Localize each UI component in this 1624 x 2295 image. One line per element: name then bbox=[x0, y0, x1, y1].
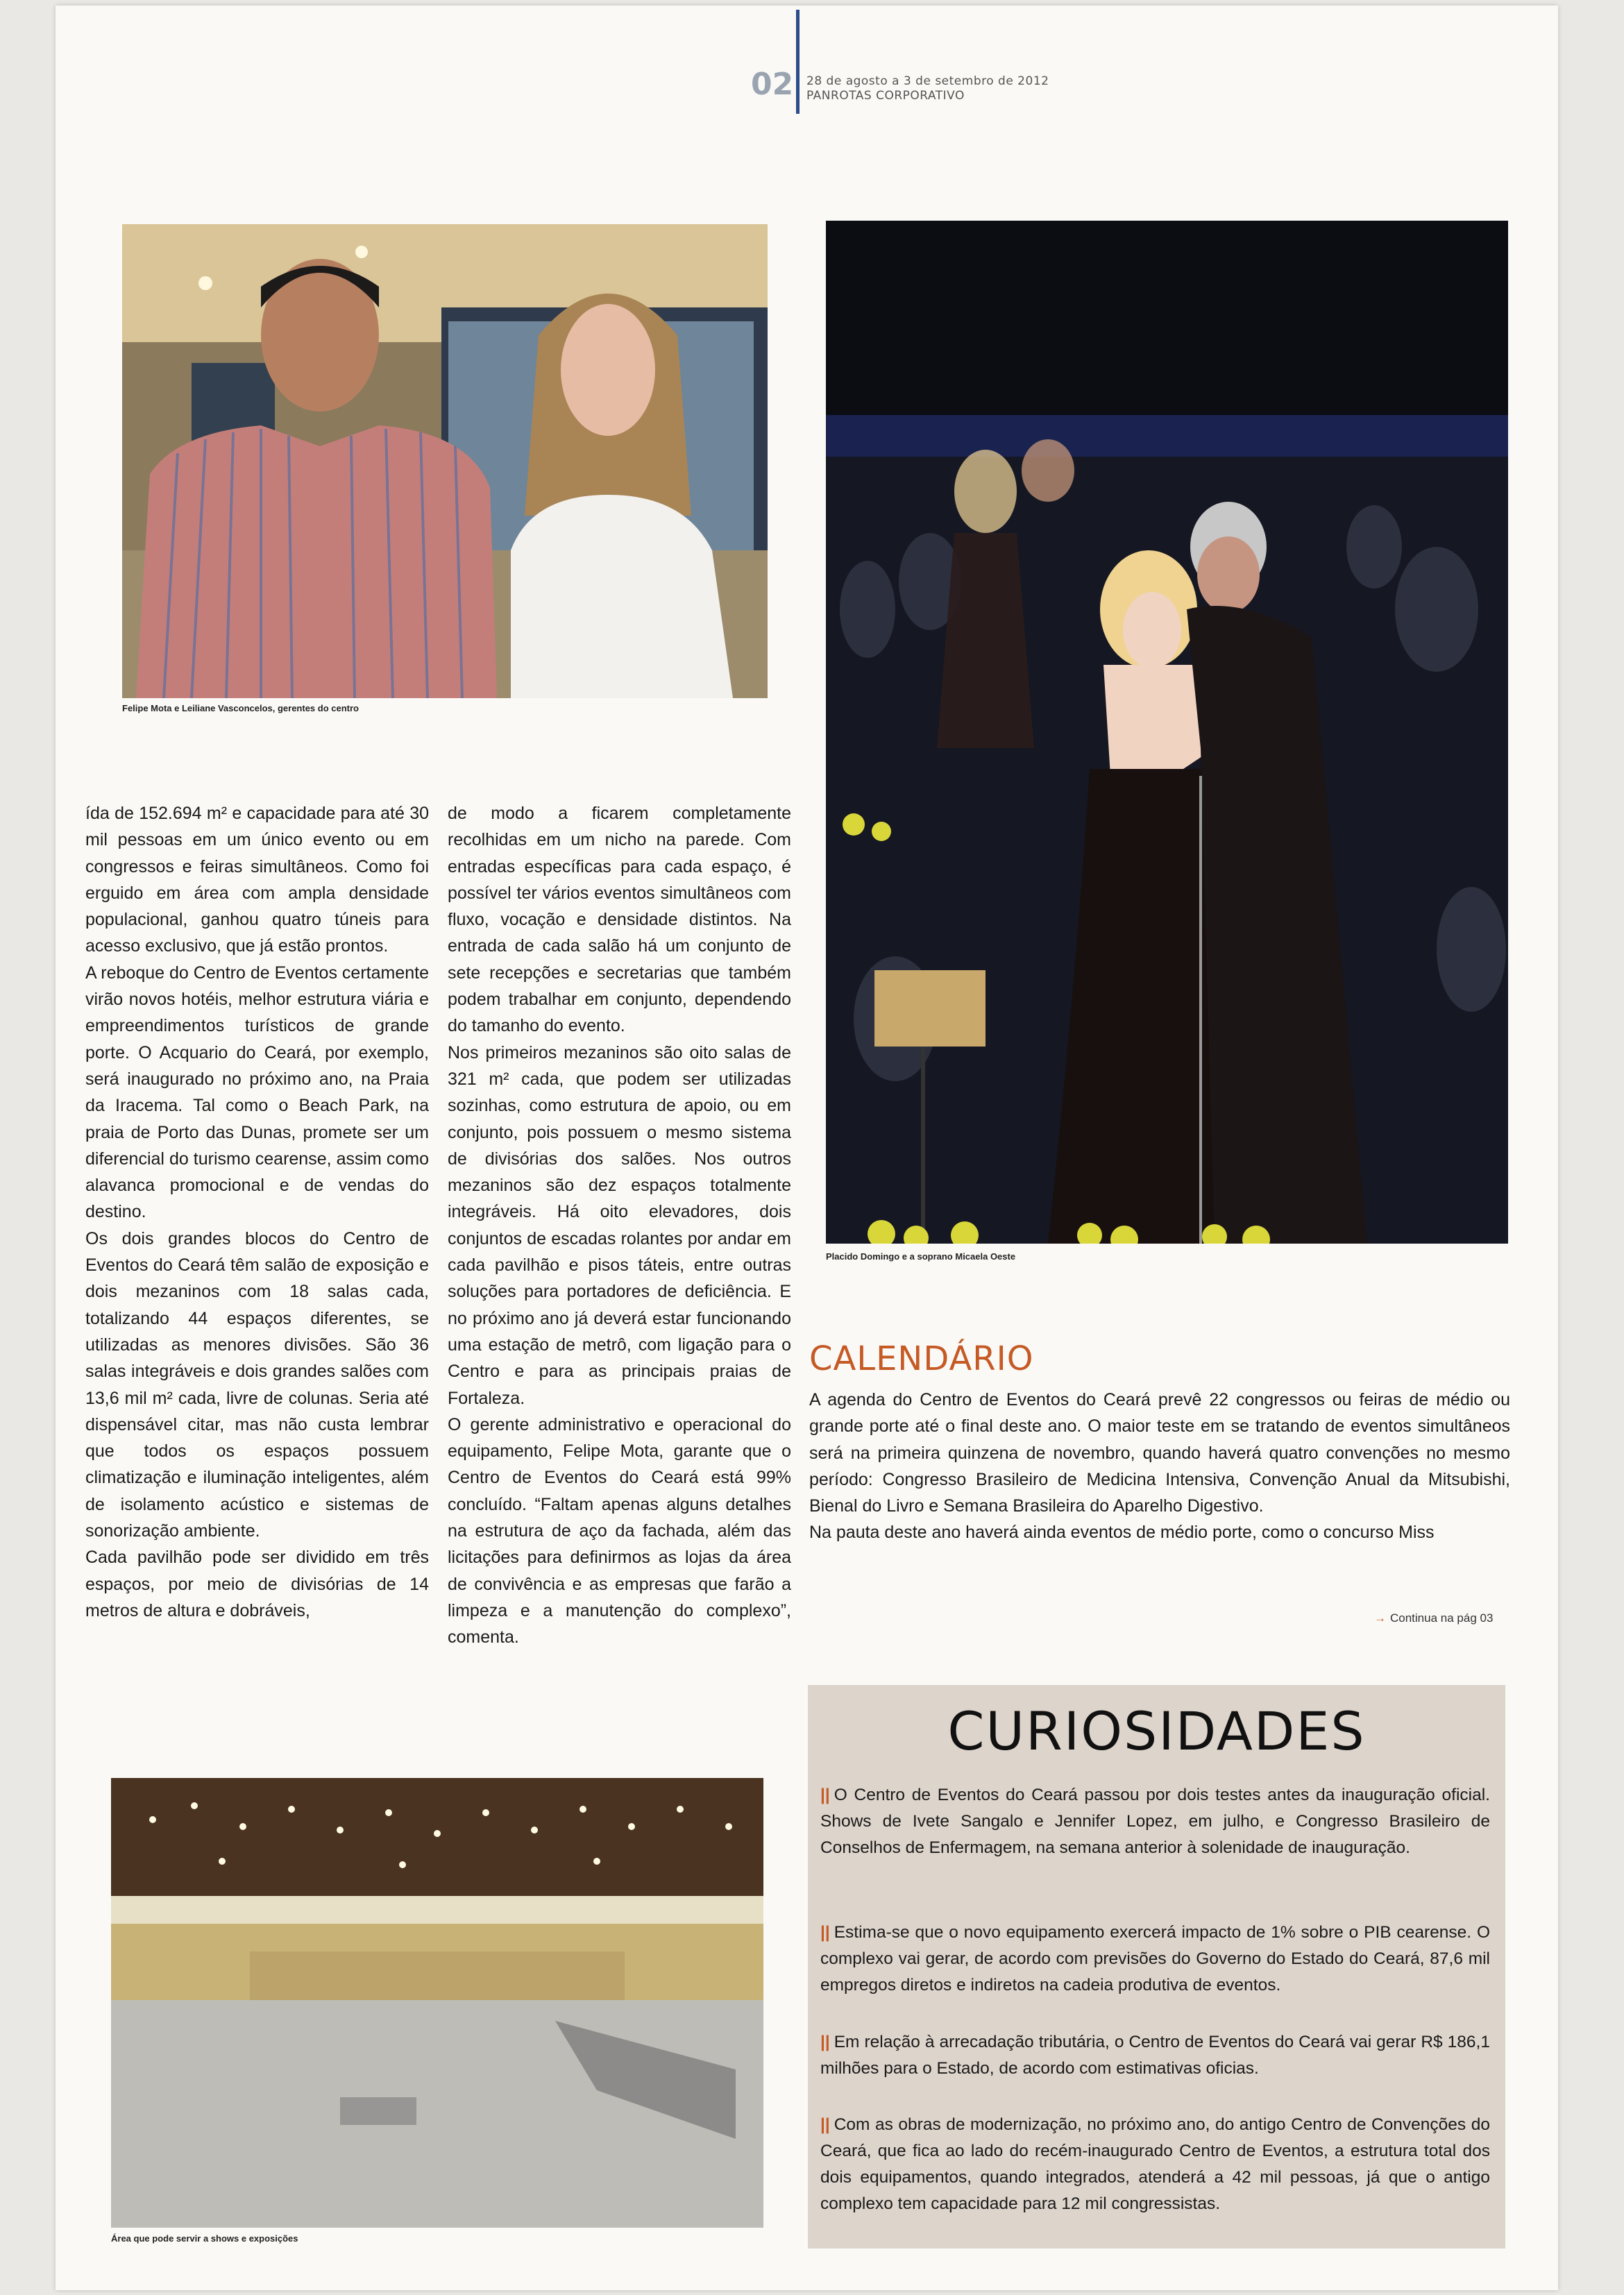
article-paragraph: A reboque do Centro de Eventos certamente virão novos hotéis, melhor estrutura viária e empreendimentos turísticos de grande porte. O Acquario do Ceará, por exemplo, será inaugurado no próximo ano, na Praia da Iracema. Tal como o Beach Park, na praia de Porto das Dunas, promete ser um diferencial do turismo cearense, assim como alavanca promocional e de vendas do destino. bbox=[85, 963, 429, 1222]
concert-photo bbox=[826, 221, 1508, 1244]
calendar-text bbox=[809, 1387, 1510, 1546]
article-paragraph: Os dois grandes blocos do Centro de Eventos do Ceará têm salão de exposição e dois mezaninos com 18 salas cada, totalizando 44 espaços diferentes, se utilizadas as menores divisões. São 36 salas integráveis e dois grandes salões com 13,6 mil m² cada, livre de colunas. Seria até dispensável citar, mas não custa lembrar que todos os espaços possuem climatização e iluminação inteligentes, além de isolamento acústico e sistemas de sonorização ambiente. bbox=[85, 1228, 429, 1541]
article-paragraph: ída de 152.694 m² e capacidade para até 30 mil pessoas em um único evento ou em congressos e feiras simultâneos. Como foi erguido em área com ampla densidade populacional, ganhou quatro túneis para acesso exclusivo, que já estão prontos. bbox=[85, 804, 429, 956]
curiosity-item bbox=[820, 1782, 1490, 1861]
calendar-paragraph: A agenda do Centro de Eventos do Ceará prevê 22 congressos ou feiras de médio ou grande porte até o final deste ano. O maior teste em se tratando de eventos simultâneos será na primeira quinzena de novembro, quando haverá quatro convenções no mesmo período: Congresso Brasileiro de Medicina Intensiva, Convenção Anual da Mitsubishi, Bienal do Livro e Semana Brasileira do Aparelho Digestivo. bbox=[809, 1390, 1510, 1516]
article-column-2 bbox=[448, 800, 791, 1651]
arrow-right-icon: → bbox=[1374, 1611, 1386, 1625]
page-number: 02 bbox=[751, 67, 794, 102]
managers-photo bbox=[122, 224, 768, 698]
article-paragraph: Nos primeiros mezaninos são oito salas de 321 m² cada, que podem ser utilizadas sozinhas, como estrutura de apoio, ou em conjunto, pois possuem o mesmo sistema de divisórias dos salões. Nos outros mezaninos são dez espaços totalmente integráveis. Há oito elevadores, dois conjuntos de escadas rolantes por andar em cada pavilhão e pisos táteis, entre outras soluções para portadores de deficiência. E no próximo ano já deverá estar funcionando uma estação de metrô, com ligação para o Centro e para as principais praias de Fortaleza. bbox=[448, 1042, 791, 1408]
curiosidades-box bbox=[808, 1685, 1505, 2249]
curiosity-text: O Centro de Eventos do Ceará passou por dois testes antes da inauguração oficial. Shows de Ivete Sangalo e Jennifer Lopez, em julho, e Congresso Brasileiro de Conselhos de Enfermagem, na semana anterior à solenidade de inauguração. bbox=[820, 1786, 1490, 1857]
double-bar-icon: || bbox=[820, 1923, 830, 1942]
publication-name: PANROTAS CORPORATIVO bbox=[806, 89, 965, 103]
curiosity-item bbox=[820, 2112, 1490, 2217]
curiosity-text: Estima-se que o novo equipamento exercerá impacto de 1% sobre o PIB cearense. O complexo vai gerar, de acordo com previsões do Governo do Estado do Ceará, 87,6 mil empregos diretos e indiretos na cadeia produtiva de eventos. bbox=[820, 1923, 1490, 1995]
article-column-1 bbox=[85, 800, 429, 1624]
double-bar-icon: || bbox=[820, 2115, 830, 2134]
curiosity-text: Com as obras de modernização, no próximo ano, do antigo Centro de Convenções do Ceará, que fica ao lado do recém-inaugurado Centro de Eventos, a estrutura total dos dois equipamentos, quando integrados, atenderá a 42 mil pessoas, já que o antigo complexo tem capacidade para 12 mil congressistas. bbox=[820, 2115, 1490, 2213]
continued-link[interactable] bbox=[1374, 1611, 1493, 1625]
article-paragraph: de modo a ficarem completamente recolhidas em um nicho na parede. Com entradas específicas para cada espaço, é possível ter vários eventos simultâneos com fluxo, vocação e densidade distintos. Na entrada de cada salão há um conjunto de sete recepções e secretarias que também podem trabalhar em conjunto, dependendo do tamanho do evento. bbox=[448, 804, 791, 1036]
curiosity-item bbox=[820, 2029, 1490, 2082]
hall-photo bbox=[111, 1778, 763, 2228]
article-paragraph: O gerente administrativo e operacional do equipamento, Felipe Mota, garante que o Centro de Eventos do Ceará está 99% concluído. “Faltam apenas alguns detalhes na estrutura de aço da fachada, além das licitações para definirmos as lojas da área de convivência e as empresas que farão a limpeza e a manutenção do complexo”, comenta. bbox=[448, 1414, 791, 1648]
curiosity-text: Em relação à arrecadação tributária, o Centro de Eventos do Ceará vai gerar R$ 186,1 milhões para o Estado, de acordo com estimativas oficias. bbox=[820, 2033, 1490, 2078]
double-bar-icon: || bbox=[820, 1786, 830, 1804]
calendar-heading: CALENDÁRIO bbox=[809, 1339, 1034, 1378]
hall-caption: Área que pode servir a shows e exposições bbox=[111, 2233, 298, 2244]
curiosidades-heading: CURIOSIDADES bbox=[947, 1700, 1366, 1762]
header-divider bbox=[796, 10, 800, 114]
curiosity-item bbox=[820, 1920, 1490, 1999]
issue-date: 28 de agosto a 3 de setembro de 2012 bbox=[806, 74, 1049, 88]
continued-label: Continua na pág 03 bbox=[1390, 1611, 1494, 1625]
concert-caption: Placido Domingo e a soprano Micaela Oeste bbox=[826, 1251, 1016, 1262]
calendar-paragraph: Na pauta deste ano haverá ainda eventos de médio porte, como o concurso Miss bbox=[809, 1523, 1435, 1543]
article-paragraph: Cada pavilhão pode ser dividido em três espaços, por meio de divisórias de 14 metros de altura e dobráveis, bbox=[85, 1548, 429, 1620]
double-bar-icon: || bbox=[820, 2033, 830, 2051]
managers-caption: Felipe Mota e Leiliane Vasconcelos, gerentes do centro bbox=[122, 703, 359, 713]
